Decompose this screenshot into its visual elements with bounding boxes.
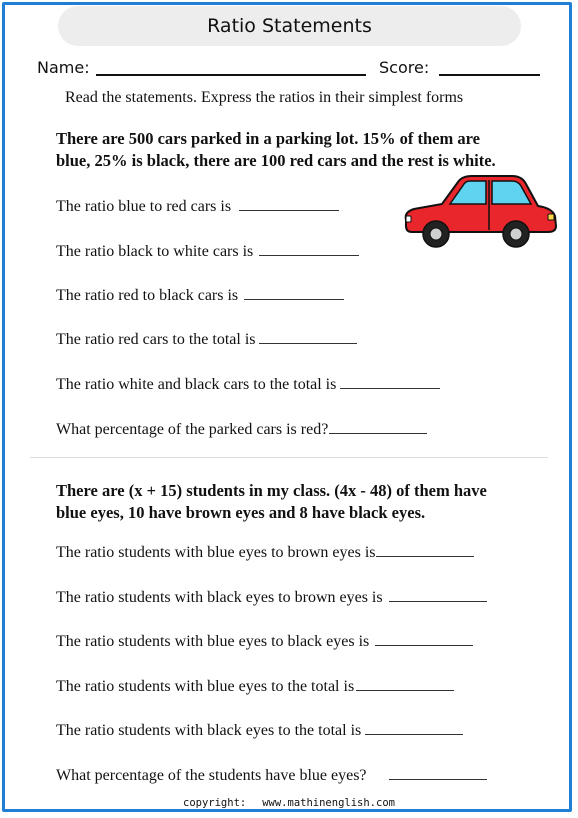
- question-text: The ratio red cars to the total is: [56, 331, 256, 348]
- website-link[interactable]: www.mathinenglish.com: [262, 797, 395, 809]
- answer-blank[interactable]: [365, 720, 463, 735]
- score-label: Score:: [379, 58, 430, 77]
- answer-blank[interactable]: [340, 374, 440, 389]
- answer-blank[interactable]: [356, 676, 454, 691]
- car-icon: [400, 172, 560, 252]
- question-text: The ratio white and black cars to the total is: [56, 376, 337, 393]
- question-text: The ratio red to black cars is: [56, 287, 239, 304]
- question-text: What percentage of the students have blue eyes?: [56, 767, 367, 784]
- footer: [0, 797, 578, 809]
- question-text: The ratio black to white cars is: [56, 243, 254, 260]
- worksheet-title: [58, 6, 521, 46]
- answer-blank[interactable]: [329, 419, 427, 434]
- name-field[interactable]: [96, 74, 366, 76]
- answer-blank[interactable]: [259, 329, 357, 344]
- question-1-2: [56, 241, 359, 261]
- name-score-row: [37, 56, 547, 80]
- question-2-5: [56, 720, 463, 740]
- question-2-2: [56, 587, 487, 607]
- question-text: The ratio students with black eyes to the total is: [56, 722, 362, 739]
- problem-1-line-1: There are 500 cars parked in a parking lot. 15% of them are: [56, 129, 480, 148]
- name-label: Name:: [37, 58, 90, 77]
- instructions: Read the statements. Express the ratios in their simplest forms: [65, 89, 464, 106]
- answer-blank[interactable]: [244, 285, 344, 300]
- question-1-3: [56, 285, 344, 305]
- answer-blank[interactable]: [389, 765, 487, 780]
- question-1-5: [56, 374, 440, 394]
- answer-blank[interactable]: [259, 241, 359, 256]
- question-text: The ratio students with black eyes to brown eyes is: [56, 589, 383, 606]
- question-1-4: [56, 329, 357, 349]
- score-field[interactable]: [439, 74, 540, 76]
- question-2-6: [56, 765, 487, 785]
- answer-blank[interactable]: [376, 542, 474, 557]
- question-2-4: [56, 676, 454, 696]
- question-1-1: [56, 196, 339, 216]
- question-text: The ratio students with blue eyes to the total is: [56, 678, 355, 695]
- answer-blank[interactable]: [239, 196, 339, 211]
- question-text: The ratio students with blue eyes to brown eyes is: [56, 544, 376, 561]
- answer-blank[interactable]: [389, 587, 487, 602]
- title-text: Ratio Statements: [207, 15, 372, 37]
- question-2-1: [56, 542, 474, 562]
- question-text: What percentage of the parked cars is red?: [56, 421, 329, 438]
- question-2-3: [56, 631, 473, 651]
- answer-blank[interactable]: [375, 631, 473, 646]
- problem-2-line-2: blue eyes, 10 have brown eyes and 8 have black eyes.: [56, 503, 426, 522]
- question-text: The ratio students with blue eyes to black eyes is: [56, 633, 370, 650]
- section-divider: [30, 457, 548, 458]
- question-1-6: [56, 419, 427, 439]
- problem-2-line-1: There are (x + 15) students in my class. (4x - 48) of them have: [56, 481, 487, 500]
- question-text: The ratio blue to red cars is: [56, 198, 232, 215]
- problem-1-line-2: blue, 25% is black, there are 100 red cars and the rest is white.: [56, 151, 496, 170]
- copyright-label: copyright:: [183, 797, 247, 809]
